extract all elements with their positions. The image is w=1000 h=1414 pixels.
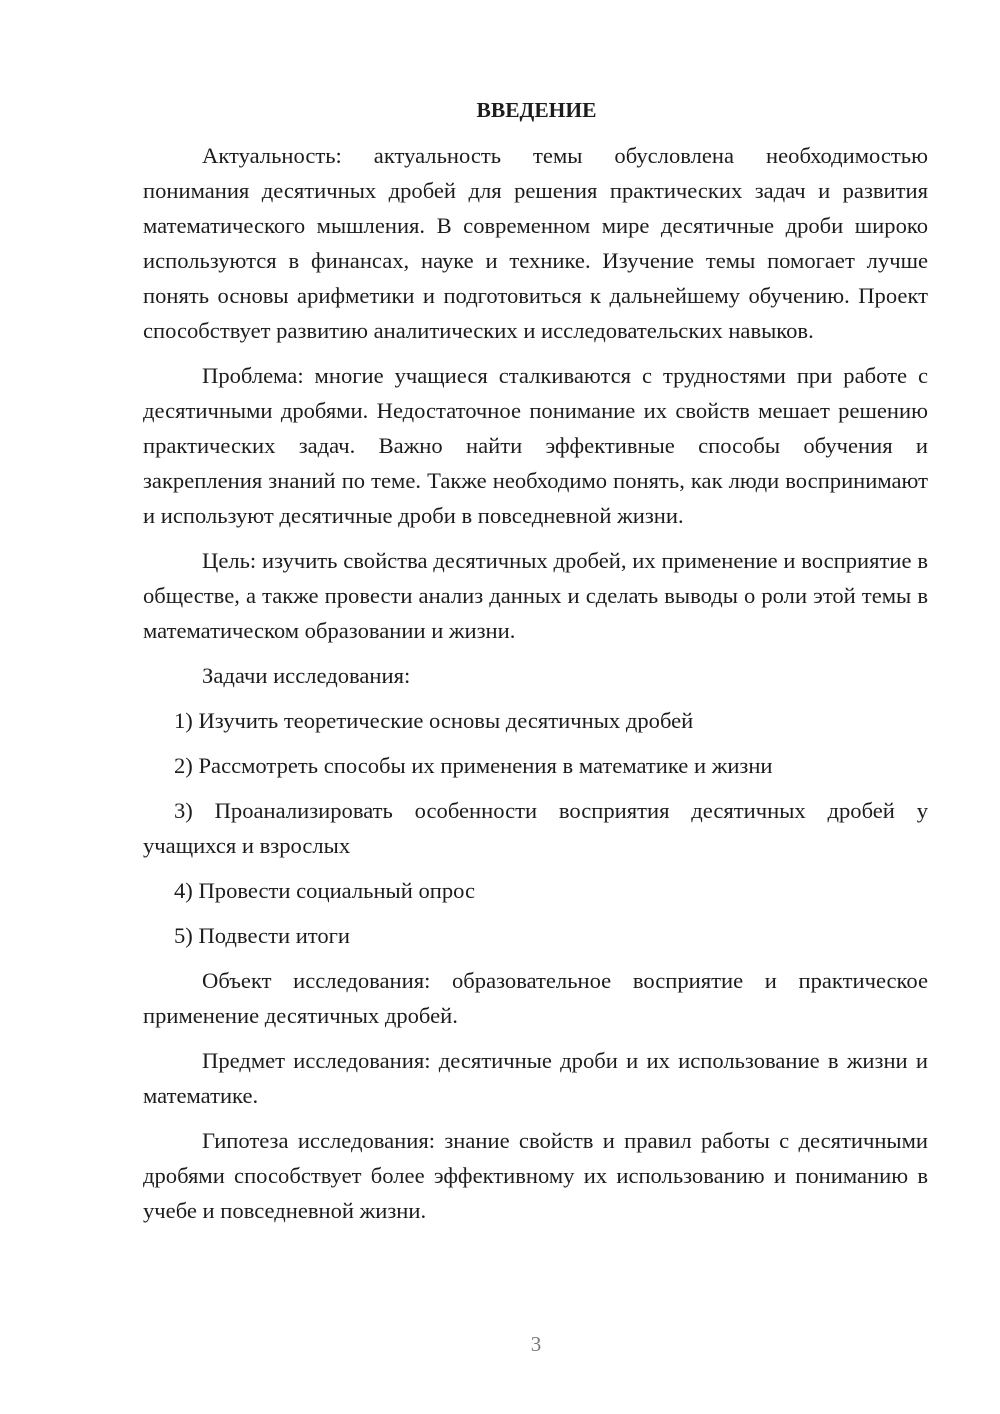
paragraph-object: Объект исследования: образовательное восприятие и практическое применение десятичных дробей. [143, 968, 928, 1028]
paragraph-relevance: Актуальность: актуальность темы обусловлена необходимостью понимания десятичных дробей для решения практических задач и развития математического мышления. В современном мире десятичные дроби широко используются в финансах, науке и технике. Изучение темы помогает лучше понять основы арифметики и подготовиться к дальнейшему обучению. Проект способствует развитию аналитических и исследовательских навыков. [143, 143, 928, 343]
paragraph-hypothesis: Гипотеза исследования: знание свойств и правил работы с десятичными дробями способствует более эффективному их использованию и пониманию в учебе и повседневной жизни. [143, 1128, 928, 1223]
page-number: 3 [530, 1332, 542, 1356]
list-item: 4) Провести социальный опрос [174, 878, 476, 903]
paragraph-goal: Цель: изучить свойства десятичных дробей, их применение и восприятие в обществе, а также провести анализ данных и сделать выводы о роли этой темы в математическом образовании и жизни. [143, 548, 928, 643]
paragraph-problem: Проблема: многие учащиеся сталкиваются с трудностями при работе с десятичными дробями. Недостаточное понимание их свойств мешает решению практических задач. Важно найти эффективные способы обучения и закрепления знаний по теме. Также необходимо понять, как люди воспринимают и используют десятичные дроби в повседневной жизни. [143, 363, 928, 528]
tasks-heading: Задачи исследования: [202, 663, 411, 688]
tasks-list [143, 703, 928, 953]
page-title: ВВЕДЕНИЕ [476, 98, 597, 122]
list-item: 1) Изучить теоретические основы десятичных дробей [174, 708, 694, 733]
list-item: 2) Рассмотреть способы их применения в математике и жизни [174, 753, 773, 778]
paragraph-subject: Предмет исследования: десятичные дроби и их использование в жизни и математике. [143, 1048, 928, 1108]
document-page [143, 93, 928, 1238]
list-item: 3) Проанализировать особенности восприятия десятичных дробей у учащихся и взрослых [143, 798, 928, 858]
list-item: 5) Подвести итоги [174, 923, 351, 948]
